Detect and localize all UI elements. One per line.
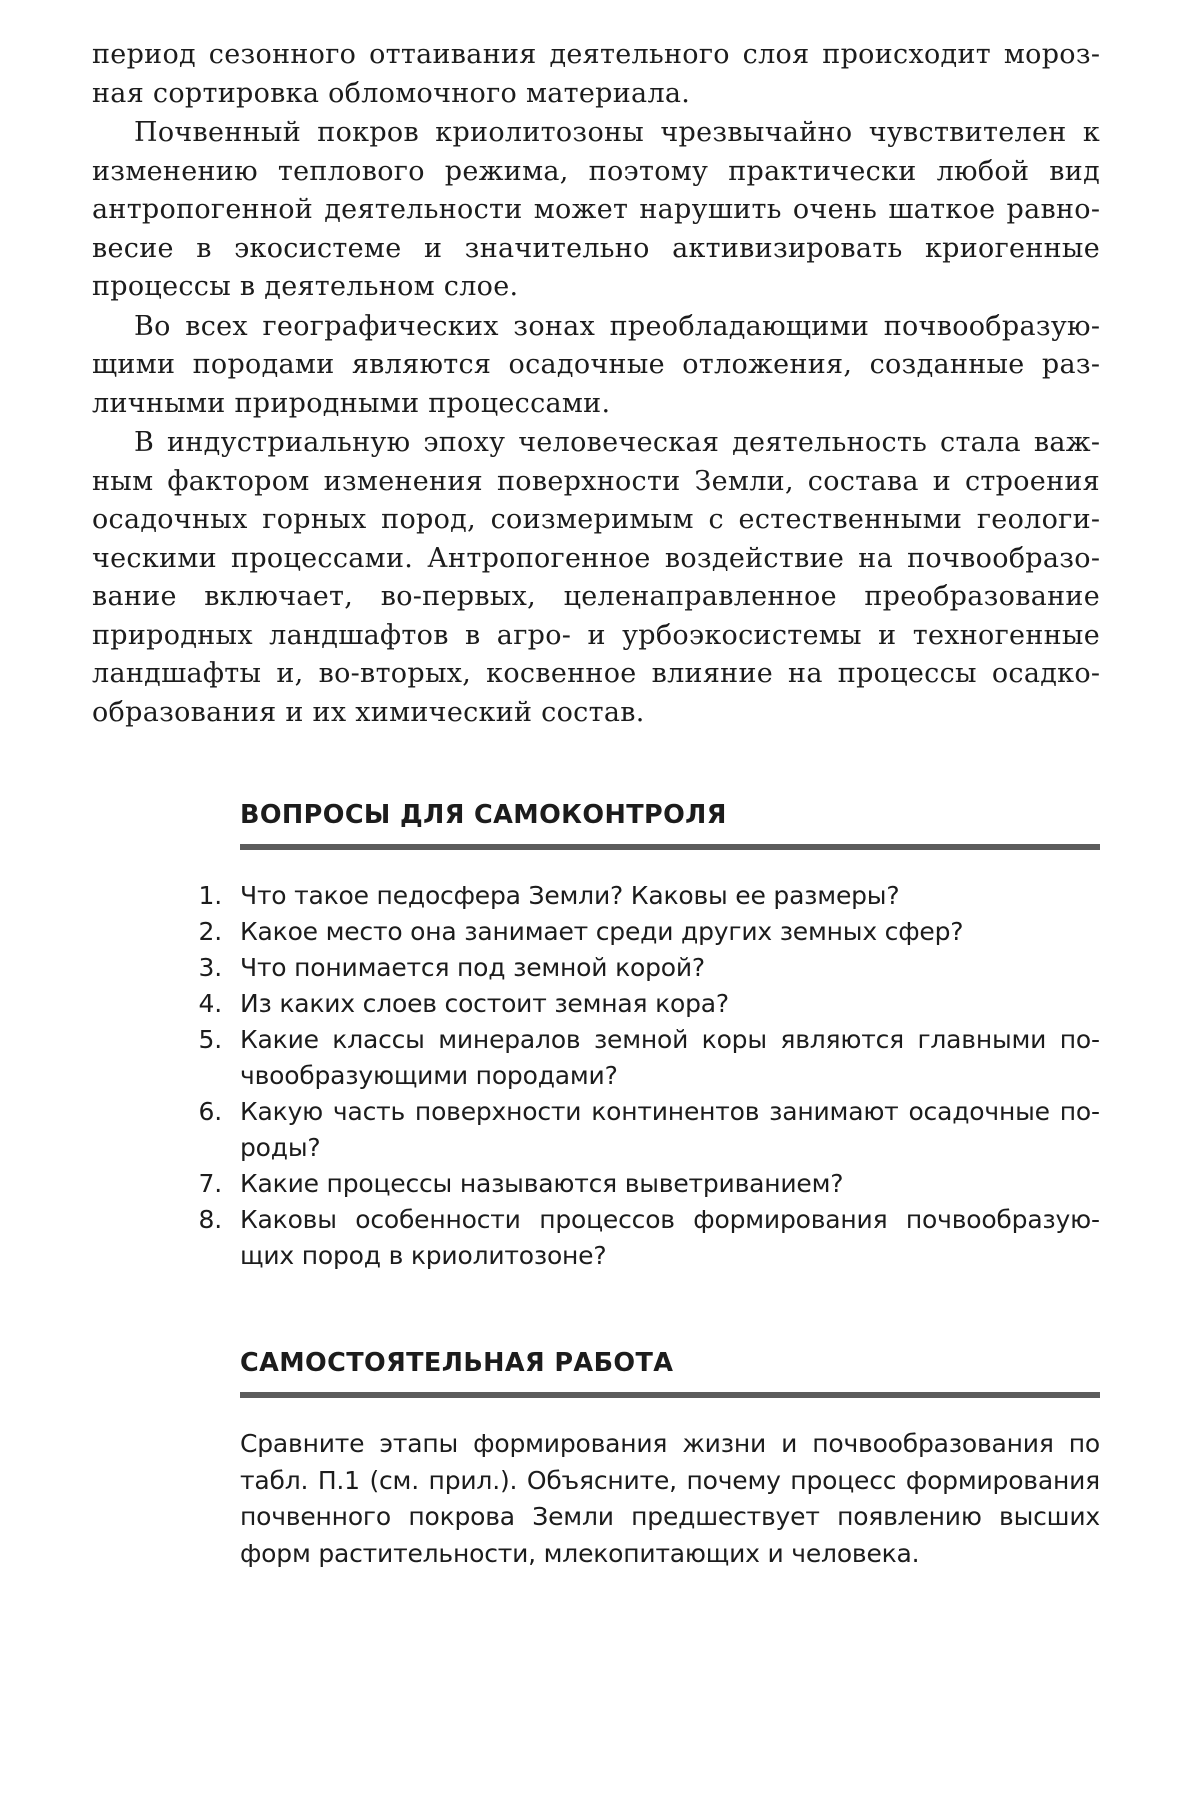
item-text: Каковы особенности процессов формирования почвообразующих пород в криолитозоне? xyxy=(240,1205,1100,1270)
list-item xyxy=(198,1166,1100,1202)
list-item xyxy=(198,986,1100,1022)
item-text: Какое место она занимает среди других земных сфер? xyxy=(240,917,964,946)
item-number: 7. xyxy=(198,1169,222,1198)
list-item xyxy=(198,914,1100,950)
item-text: Какую часть поверхности континентов занимают осадочные породы? xyxy=(240,1097,1100,1162)
item-number: 6. xyxy=(198,1097,222,1126)
list-item xyxy=(198,950,1100,986)
item-number: 2. xyxy=(198,917,222,946)
paragraph: В индустриальную эпоху человеческая деятельность стала важным фактором изменения поверхности Земли, состава и строения осадочных горных пород, соизмеримым с естественными геологическими процессами. Антропогенное воздействие на почвообразование включает, во-первых, целенаправленное преобразование природных ландшафтов в агро- и урбоэкосистемы и техногенные ландшафты и, во-вторых, косвенное влияние на процессы осадкообразования и их химический состав. xyxy=(92,427,1100,728)
section-title: ВОПРОСЫ ДЛЯ САМОКОНТРОЛЯ xyxy=(240,798,1100,850)
task-text: Сравните этапы формирования жизни и почвообразования по табл. П.1 (см. прил.). Объясните, почему процесс формирования почвенного покрова Земли предшествует появлению высших форм растительности, млекопитающих и человека. xyxy=(240,1429,1100,1568)
item-text: Какие процессы называются выветриванием? xyxy=(240,1169,844,1198)
item-number: 1. xyxy=(198,881,222,910)
main-text xyxy=(92,36,1100,733)
item-number: 5. xyxy=(198,1025,222,1054)
list-item xyxy=(198,1202,1100,1274)
self-control-section xyxy=(198,798,1100,1274)
paragraph: Почвенный покров криолитозоны чрезвычайно чувствителен к изменению теплового режима, поэтому практически любой вид антропогенной деятельности может нарушить очень шаткое равновесие в экосистеме и значительно активизировать криогенные процессы в деятельном слое. xyxy=(92,117,1100,302)
list-item xyxy=(198,878,1100,914)
section-title: САМОСТОЯТЕЛЬНАЯ РАБОТА xyxy=(240,1346,1100,1398)
paragraph: период сезонного оттаивания деятельного слоя происходит морозная сортировка обломочного материала. xyxy=(92,39,1100,109)
item-number: 4. xyxy=(198,989,222,1018)
list-item xyxy=(198,1022,1100,1094)
item-text: Что понимается под земной корой? xyxy=(240,953,705,982)
item-number: 8. xyxy=(198,1205,222,1234)
item-text: Какие классы минералов земной коры являются главными почвообразующими породами? xyxy=(240,1025,1100,1090)
item-text: Из каких слоев состоит земная кора? xyxy=(240,989,729,1018)
paragraph: Во всех географических зонах преобладающими почвообразующими породами являются осадочные отложения, созданные различными природными процессами. xyxy=(92,310,1100,419)
item-text: Что такое педосфера Земли? Каковы ее размеры? xyxy=(240,881,900,910)
item-number: 3. xyxy=(198,953,222,982)
list-item xyxy=(198,1094,1100,1166)
independent-work-section xyxy=(240,1346,1100,1572)
questions-list xyxy=(198,878,1100,1274)
